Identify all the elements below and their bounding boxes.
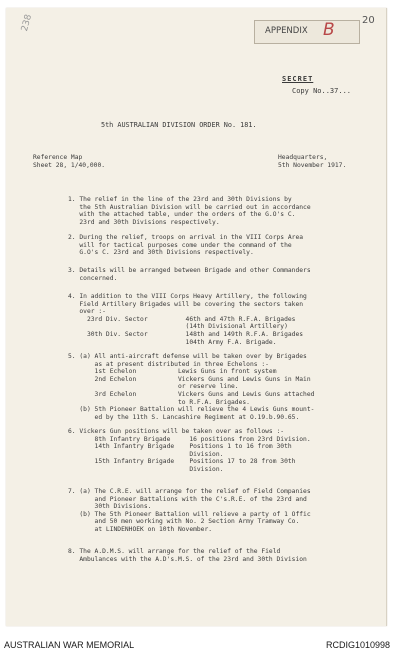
paragraph-5 xyxy=(68,353,314,421)
text-line: 4. In addition to the VIII Corps Heavy Artillery, the following xyxy=(68,293,307,300)
text-line: Division. xyxy=(68,465,224,473)
secret-heading: SECRET xyxy=(282,75,314,83)
appendix-letter: B xyxy=(323,20,335,40)
text-line: 8. The A.D.M.S. will arrange for the relief of the Field xyxy=(68,548,281,555)
text-line: 2nd Echelon Vickers Guns and Lewis Guns in Main xyxy=(68,375,311,383)
page-number: 20 xyxy=(362,15,375,26)
text-line: as at present distributed in three Echelons :- xyxy=(68,360,269,368)
text-line: 1st Echelon Lewis Guns in front system xyxy=(68,368,277,376)
paragraph-2 xyxy=(68,234,303,257)
text-line: 15th Infantry Brigade Positions 17 to 28 from 30th xyxy=(68,458,296,466)
text-line: 5. (a) All anti-aircraft defense will be taken over by Brigades xyxy=(68,353,307,360)
text-line: 2. During the relief, troops on arrival in the VIII Corps Area xyxy=(68,234,304,241)
paragraph-7 xyxy=(68,488,311,534)
text-line: and 50 men working with No. 2 Section Army Tramway Co. xyxy=(68,518,300,526)
text-line: will for tactical purposes come under the command of the xyxy=(68,241,292,249)
appendix-stamp xyxy=(254,20,360,44)
text-line: 104th Army F.A. Brigade. xyxy=(68,338,277,346)
paragraph-1 xyxy=(68,196,311,226)
text-line: 3rd Echelon Vickers Guns and Lewis Guns attached xyxy=(68,390,315,398)
text-line: or reserve line. xyxy=(68,383,239,391)
text-line: concerned. xyxy=(68,274,118,282)
text-line: Division. xyxy=(68,450,224,458)
text-line: (14th Divisional Artillery) xyxy=(68,323,288,331)
headquarters-line: Headquarters, xyxy=(278,154,328,161)
text-line: over :- xyxy=(68,308,106,316)
text-line: with the attached table, under the orders of the G.O's C. xyxy=(68,211,296,219)
paragraph-4 xyxy=(68,293,307,346)
text-line: G.O's C. 23rd and 30th Divisions respectively. xyxy=(68,249,254,257)
paragraph-6 xyxy=(68,428,311,474)
text-line: 6. Vickers Gun positions will be taken over as follows :- xyxy=(68,428,285,435)
headquarters-date: 5th November 1917. xyxy=(278,161,347,169)
text-line: 7. (a) The C.R.E. will arrange for the relief of Field Companies xyxy=(68,488,311,495)
footer-credit: AUSTRALIAN WAR MEMORIAL xyxy=(4,640,135,650)
text-line: ed by the 11th S. Lancashire Regiment at O.19.b.90.65. xyxy=(68,413,300,421)
reference-map xyxy=(33,154,105,169)
text-line: 30th Div. Sector 148th and 149th R.F.A. Brigades xyxy=(68,330,304,338)
text-line: (b) 5th Pioneer Battalion will relieve the 4 Lewis Guns mount- xyxy=(68,406,315,414)
text-line: and Pioneer Battalions with the C's.R.E. of the 23rd and xyxy=(68,495,307,503)
text-line: to R.F.A. Brigades. xyxy=(68,398,250,406)
footer-id: RCDIG1010998 xyxy=(326,640,391,650)
reference-map-sheet: Sheet 28, 1/40,000. xyxy=(33,161,106,169)
text-line: 8th Infantry Brigade 16 positions from 23rd Division. xyxy=(68,435,311,443)
document-page xyxy=(6,8,387,626)
copy-number: Copy No..37... xyxy=(292,87,352,95)
text-line: 3. Details will be arranged between Brigade and other Commanders xyxy=(68,267,311,274)
text-line: Ambulances with the A.D's.M.S. of the 23rd and 30th Division xyxy=(68,555,307,563)
text-line: (b) The 5th Pioneer Battalion will relieve a party of 1 Offic xyxy=(68,510,311,518)
text-line: the 5th Australian Division will be carried out in accordance xyxy=(68,203,311,211)
text-line: 30th Divisions. xyxy=(68,503,152,511)
reference-map-line: Reference Map xyxy=(33,154,83,161)
order-title: 5th AUSTRALIAN DIVISION ORDER No. 181. xyxy=(101,121,257,129)
text-line: 23rd and 30th Divisions respectively. xyxy=(68,218,220,226)
text-line: 23rd Div. Sector 46th and 47th R.F.A. Brigades xyxy=(68,315,296,323)
text-line: 14th Infantry Brigade Positions 1 to 16 from 30th xyxy=(68,443,292,451)
margin-note: 238 xyxy=(20,13,35,33)
paragraph-8 xyxy=(68,548,307,563)
headquarters-block xyxy=(278,154,346,169)
text-line: 1. The relief in the line of the 23rd and 30th Divisions by xyxy=(68,196,292,203)
text-line: at LINDENHOEK on 10th November. xyxy=(68,525,213,533)
appendix-label: APPENDIX xyxy=(265,26,308,36)
paragraph-3 xyxy=(68,267,311,282)
text-line: Field Artillery Brigades will be covering the sectors taken xyxy=(68,300,304,308)
